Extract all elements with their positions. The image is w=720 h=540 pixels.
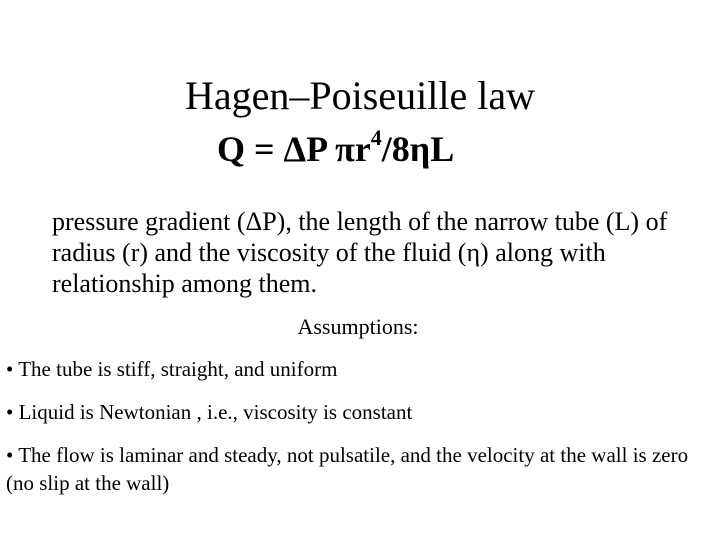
assumption-item: • Liquid is Newtonian , i.e., viscosity is constant <box>6 400 413 424</box>
description-text: pressure gradient (ΔP), the length of the narrow tube (L) of radius (r) and the viscosity of the fluid (η) along with relationship among them. <box>52 207 668 298</box>
assumption-item: • The tube is stiff, straight, and uniform <box>6 357 338 381</box>
formula-suffix: /8ηL <box>381 129 455 169</box>
formula-prefix: Q = ΔP πr <box>217 129 371 169</box>
assumptions-heading-text: Assumptions: <box>297 314 419 339</box>
assumptions-heading <box>0 313 720 341</box>
formula-exponent: 4 <box>370 125 382 150</box>
assumption-item: • The flow is laminar and steady, not pulsatile, and the velocity at the wall is zero (no slip at the wall) <box>6 443 689 495</box>
slide-title-text: Hagen–Poiseuille law <box>185 73 535 118</box>
slide-title <box>0 72 720 120</box>
formula <box>217 125 455 170</box>
